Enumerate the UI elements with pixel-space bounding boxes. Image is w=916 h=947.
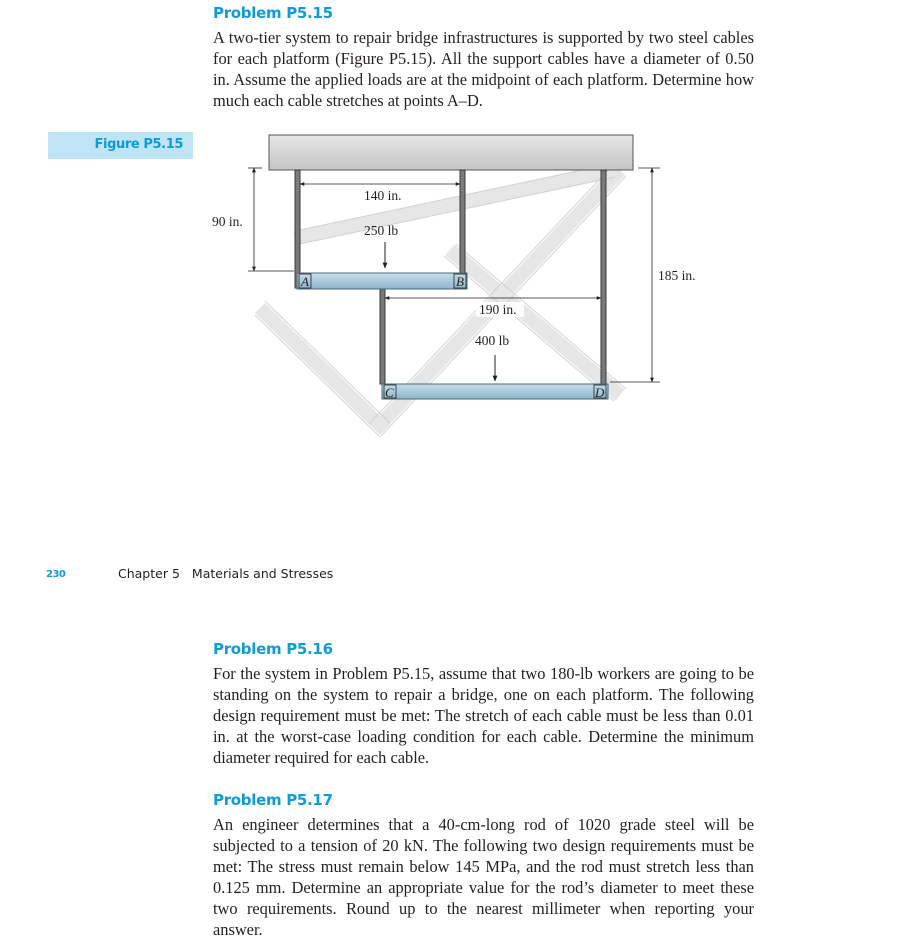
page-number: 230 — [46, 569, 66, 580]
problem-p5-15-text: A two-tier system to repair bridge infrastructures is supported by two steel cables for each platform (Figure P5.15). All the support cables have a diameter of 0.50 in. Assume the applied loads are at the midpoint of each platform. Determine how much each cable stretches at points A–D. — [213, 28, 754, 110]
top-width-label: 140 in. — [364, 188, 402, 203]
upper-height-label: 90 in. — [212, 214, 243, 229]
total-height-label: 185 in. — [658, 268, 696, 283]
point-c-label: C — [385, 385, 394, 400]
truss-member — [260, 308, 385, 430]
cable-b — [460, 170, 465, 288]
figure-p5-15 — [200, 130, 720, 440]
point-b-label: B — [456, 274, 464, 289]
chapter-title: Materials and Stresses — [191, 566, 334, 581]
problem-p5-16-title: Problem P5.16 — [213, 640, 333, 658]
top-load-label: 250 lb — [364, 223, 399, 238]
figure-label: Figure P5.15 — [94, 137, 183, 152]
problem-p5-15-title: Problem P5.15 — [213, 4, 333, 22]
cable-a — [295, 170, 300, 288]
problem-p5-16-text: For the system in Problem P5.15, assume that two 180-lb workers are going to be standing on the system to repair a bridge, one on each platform. The following design requirement must be met: The stretch of each cable must be less than 0.01 in. at the worst-case loading condition for each cable. Determine the minimum diameter required for each cable. — [213, 664, 754, 767]
point-d-label: D — [595, 385, 605, 400]
figure-label-box — [48, 132, 193, 159]
support-beam — [269, 135, 633, 170]
cable-c — [380, 288, 385, 384]
cable-d — [601, 170, 606, 384]
upper-platform — [297, 273, 467, 289]
chapter-number: Chapter 5 — [118, 566, 180, 581]
bottom-width-label: 190 in. — [479, 302, 517, 317]
point-a-label: A — [301, 274, 309, 289]
problem-p5-17-text: An engineer determines that a 40-cm-long rod of 1020 grade steel will be subjected to a tension of 20 kN. The following two design requirements must be met: The stress must remain below 145 MPa, and the rod must stretch less than 0.125 mm. Determine an appropriate value for the rod’s diameter to meet these two requirements. Round up to the nearest millimeter when reporting your answer. — [213, 815, 754, 939]
problem-p5-17-title: Problem P5.17 — [213, 791, 333, 809]
lower-platform — [382, 384, 608, 399]
figure-diagram — [200, 130, 720, 440]
chapter-footer — [118, 566, 333, 581]
bottom-load-label: 400 lb — [475, 333, 510, 348]
